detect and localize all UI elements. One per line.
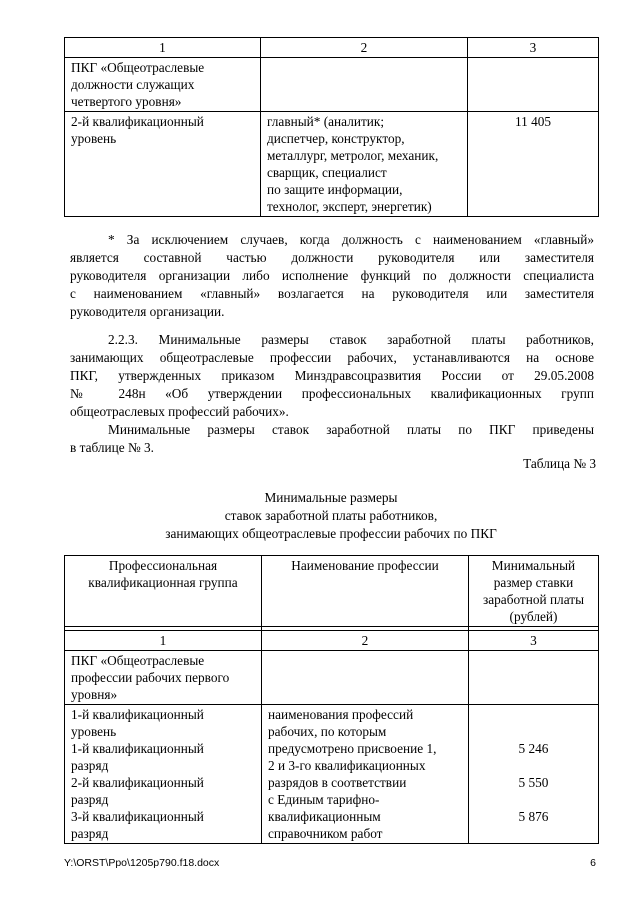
table-label: Таблица № 3 — [523, 456, 596, 471]
table-title: Минимальные размеры ставок заработной платы работников, занимающих общеотраслевые профессии рабочих по ПКГ — [165, 490, 497, 541]
header-profession-name: Наименование профессии — [262, 556, 469, 627]
salary-value: 5 876 — [518, 809, 549, 824]
position-names-cell: главный* (аналитик; диспетчер, конструктор, металлург, метролог, механик, сварщик, специалист по защите информации, технолог, эксперт, энергетик) — [261, 112, 468, 217]
table-row — [65, 705, 599, 844]
pkg-group-cell: ПКГ «Общеотраслевые должности служащих четвертого уровня» — [65, 58, 261, 112]
profession-names-cell: наименования профессий рабочих, по которым предусмотрено присвоение 1, 2 и 3-го квалификационных разрядов в соответствии с Единым тарифно- квалификационным справочником работ — [262, 705, 469, 844]
footer-page-number: 6 — [590, 857, 596, 869]
column-number-3: 3 — [469, 631, 599, 651]
empty-cell — [261, 58, 468, 112]
table-row — [65, 112, 599, 217]
empty-cell — [468, 58, 599, 112]
table-number-row — [65, 38, 599, 58]
paragraph-table-reference: Минимальные размеры ставок заработной платы по ПКГ приведены в таблице № 3. — [70, 422, 594, 455]
table-3-worker-professions — [64, 555, 599, 844]
footnote-paragraph: * За исключением случаев, когда должность с наименованием «главный» является составной частью должности руководителя или заместителя руководителя организации либо исполнение функций по должности специалиста с наименованием «главный» возлагается на руководителя или заместителя руководителя организации. — [70, 232, 594, 319]
table-number-row — [65, 631, 599, 651]
table-row — [65, 651, 599, 705]
table-header-row — [65, 556, 599, 627]
empty-cell — [469, 651, 599, 705]
table-row — [65, 58, 599, 112]
column-number-2: 2 — [262, 631, 469, 651]
salary-value-cell: 11 405 — [468, 112, 599, 217]
qualification-level-cell: 2-й квалификационный уровень — [65, 112, 261, 217]
salary-value: 5 550 — [518, 775, 549, 790]
header-min-salary: Минимальный размер ставки заработной платы (рублей) — [469, 556, 599, 627]
salary-values-cell — [469, 705, 599, 844]
empty-cell — [262, 651, 469, 705]
column-number-1: 1 — [65, 631, 262, 651]
footer-file-path: Y:\ORST\Ppo\1205p790.f18.docx — [64, 857, 220, 869]
header-qualification-group: Профессиональная квалификационная группа — [65, 556, 262, 627]
table-pkg-employees-continued — [64, 37, 599, 217]
salary-value: 5 246 — [518, 741, 549, 756]
column-number-1: 1 — [65, 38, 261, 58]
pkg-group-cell: ПКГ «Общеотраслевые профессии рабочих первого уровня» — [65, 651, 262, 705]
column-number-3: 3 — [468, 38, 599, 58]
qualification-level-cell: 1-й квалификационный уровень 1-й квалификационный разряд 2-й квалификационный разряд 3-й квалификационный разряд — [65, 705, 262, 844]
paragraph-2-2-3: 2.2.3. Минимальные размеры ставок заработной платы работников, занимающих общеотраслевые профессии рабочих, устанавливаются на основе ПКГ, утвержденных приказом Минздравсоцразвития России от 29.05.2008 № 248н «Об утверждении профессиональных квалификационных групп общеотраслевых профессий рабочих». — [70, 332, 594, 419]
column-number-2: 2 — [261, 38, 468, 58]
